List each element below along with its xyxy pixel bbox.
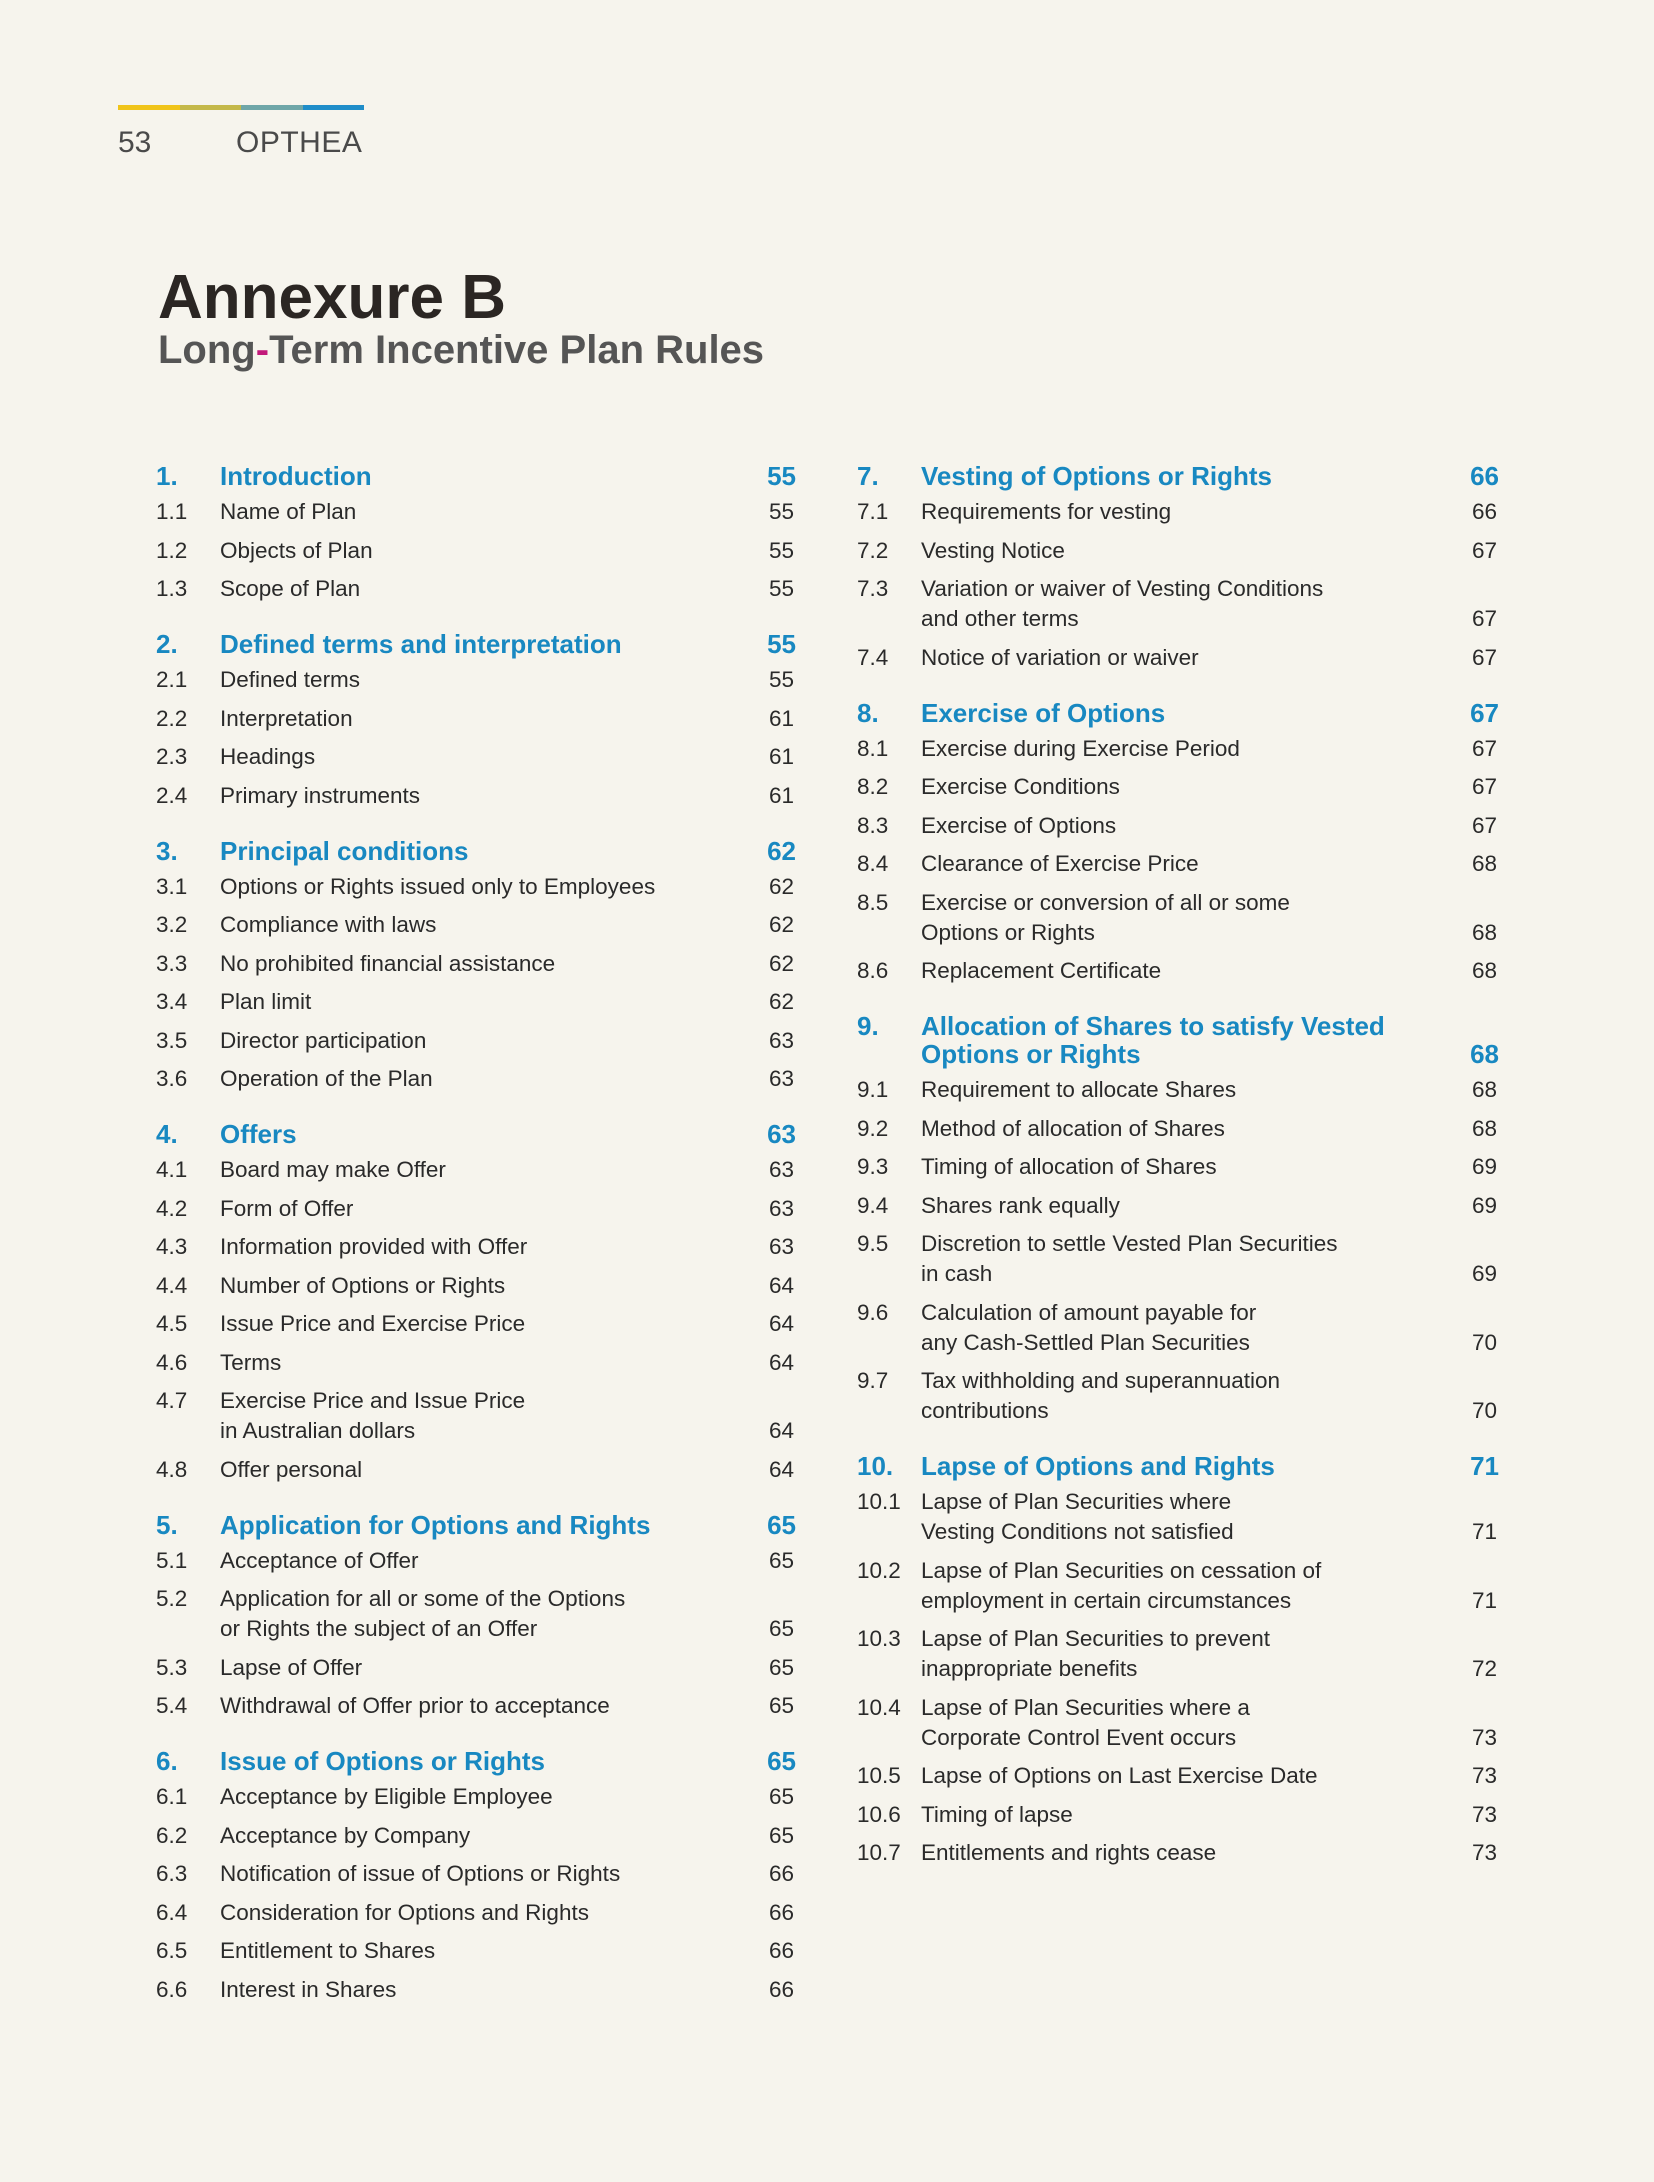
entry-page: 64 bbox=[768, 1456, 794, 1482]
entry-page: 73 bbox=[1471, 1724, 1497, 1750]
toc-section-heading[interactable] bbox=[156, 1747, 796, 1775]
section-title: Lapse of Options and Rights bbox=[921, 1451, 1275, 1481]
entry-page: 68 bbox=[1471, 1115, 1497, 1141]
section-page: 55 bbox=[767, 629, 796, 659]
entry-number: 5.4 bbox=[156, 1693, 188, 1718]
entry-number: 10.6 bbox=[857, 1801, 901, 1827]
entry-number: 9.3 bbox=[857, 1154, 889, 1179]
entry-title: Terms bbox=[220, 1349, 282, 1375]
section-page: 62 bbox=[767, 835, 796, 866]
entry-number: 10.4 bbox=[857, 1694, 901, 1720]
toc-entry[interactable] bbox=[857, 1366, 1499, 1426]
section-page: 66 bbox=[1470, 461, 1499, 491]
entry-title: Method of allocation of Shares bbox=[921, 1115, 1225, 1141]
toc-entry[interactable] bbox=[156, 1859, 796, 1889]
entry-page: 73 bbox=[1471, 1840, 1497, 1865]
toc-entry[interactable] bbox=[857, 536, 1499, 566]
entry-page: 62 bbox=[768, 912, 794, 937]
entry-number: 9.5 bbox=[857, 1231, 889, 1256]
entry-title: Acceptance by Eligible Employee bbox=[220, 1784, 553, 1809]
toc-entry[interactable] bbox=[857, 1556, 1499, 1616]
entry-title: Calculation of amount payable for any Cash-Settled Plan Securities bbox=[921, 1299, 1257, 1355]
entry-page: 71 bbox=[1471, 1587, 1497, 1613]
entry-title: Notification of issue of Options or Rights bbox=[220, 1861, 621, 1886]
entry-title: Exercise during Exercise Period bbox=[921, 735, 1240, 761]
entry-number: 3.3 bbox=[156, 950, 188, 976]
entry-page: 61 bbox=[768, 744, 794, 769]
entry-title: Operation of the Plan bbox=[220, 1066, 433, 1091]
toc-entry[interactable] bbox=[857, 734, 1499, 764]
section-page: 65 bbox=[767, 1746, 796, 1776]
entry-title: Interest in Shares bbox=[220, 1976, 397, 2002]
toc-entry[interactable] bbox=[156, 781, 796, 811]
entry-title: Lapse of Plan Securities on cessation of employment in certain circumstances bbox=[921, 1557, 1322, 1613]
entry-number: 7.3 bbox=[857, 576, 889, 601]
entry-title: Objects of Plan bbox=[220, 537, 373, 563]
toc-section bbox=[156, 1120, 796, 1485]
entry-title: Shares rank equally bbox=[921, 1192, 1120, 1218]
toc-section-heading[interactable] bbox=[156, 837, 796, 865]
entry-page: 65 bbox=[768, 1547, 794, 1573]
entry-page: 71 bbox=[1471, 1519, 1497, 1544]
entry-page: 67 bbox=[1471, 774, 1497, 799]
section-page: 68 bbox=[1470, 1039, 1499, 1069]
section-title: Exercise of Options bbox=[921, 697, 1166, 728]
entry-number: 1.3 bbox=[156, 576, 188, 601]
toc-entry[interactable] bbox=[857, 1191, 1499, 1221]
entry-number: 2.4 bbox=[156, 782, 188, 808]
entry-page: 62 bbox=[768, 873, 794, 899]
section-title: Allocation of Shares to satisfy Vested Options or Rights bbox=[921, 1011, 1385, 1069]
toc-entry[interactable] bbox=[156, 1309, 796, 1339]
entry-page: 67 bbox=[1471, 537, 1497, 563]
section-number: 10. bbox=[857, 1451, 894, 1481]
toc-section-heading[interactable] bbox=[156, 1120, 796, 1148]
entry-page: 67 bbox=[1471, 812, 1497, 838]
entry-number: 3.1 bbox=[156, 873, 188, 899]
color-bar-segment bbox=[303, 105, 365, 110]
toc-entry[interactable] bbox=[156, 910, 796, 940]
toc-entry[interactable] bbox=[857, 1624, 1499, 1684]
entry-number: 1.2 bbox=[156, 537, 188, 563]
entry-number: 5.1 bbox=[156, 1547, 188, 1573]
entry-number: 2.1 bbox=[156, 667, 188, 692]
toc-section bbox=[857, 462, 1499, 673]
entry-page: 64 bbox=[768, 1272, 794, 1298]
toc-entry[interactable] bbox=[857, 1693, 1499, 1753]
entry-title: Application for all or some of the Options or Rights the subject of an Offer bbox=[220, 1586, 626, 1641]
entry-number: 4.6 bbox=[156, 1349, 188, 1375]
entry-page: 67 bbox=[1471, 606, 1497, 631]
section-title: Application for Options and Rights bbox=[220, 1509, 651, 1540]
entry-number: 9.2 bbox=[857, 1115, 889, 1141]
entry-title: Timing of lapse bbox=[921, 1801, 1073, 1827]
entry-title: Defined terms bbox=[220, 667, 361, 692]
toc-entry[interactable] bbox=[857, 574, 1499, 634]
section-number: 7. bbox=[857, 461, 879, 491]
entry-page: 73 bbox=[1471, 1801, 1497, 1827]
entry-number: 2.3 bbox=[156, 744, 188, 769]
entry-number: 6.6 bbox=[156, 1976, 188, 2002]
subtitle-part: Term Incentive Plan Rules bbox=[269, 328, 765, 372]
toc-entry[interactable] bbox=[857, 849, 1499, 879]
entry-page: 65 bbox=[768, 1693, 794, 1718]
entry-number: 8.2 bbox=[857, 774, 889, 799]
section-title: Introduction bbox=[220, 461, 372, 491]
entry-number: 8.6 bbox=[857, 958, 889, 983]
entry-title: Variation or waiver of Vesting Conditions and other terms bbox=[921, 576, 1324, 631]
entry-title: Exercise or conversion of all or some Options or Rights bbox=[921, 889, 1290, 945]
entry-title: Plan limit bbox=[220, 989, 312, 1014]
entry-title: Lapse of Plan Securities where a Corporate Control Event occurs bbox=[921, 1694, 1250, 1750]
section-number: 3. bbox=[156, 835, 178, 866]
entry-page: 66 bbox=[768, 1861, 794, 1886]
entry-title: Entitlement to Shares bbox=[220, 1938, 436, 1963]
toc-entry[interactable] bbox=[156, 1691, 796, 1721]
entry-title: Options or Rights issued only to Employees bbox=[220, 873, 656, 899]
entry-number: 4.1 bbox=[156, 1157, 188, 1182]
entry-number: 4.4 bbox=[156, 1272, 188, 1298]
entry-number: 3.4 bbox=[156, 989, 188, 1014]
entry-number: 2.2 bbox=[156, 705, 188, 731]
toc-column-right bbox=[857, 462, 1499, 1894]
entry-title: Acceptance of Offer bbox=[220, 1547, 419, 1573]
section-number: 9. bbox=[857, 1011, 879, 1041]
entry-number: 4.7 bbox=[156, 1388, 188, 1413]
entry-title: Exercise Conditions bbox=[921, 774, 1120, 799]
toc-entry[interactable] bbox=[156, 536, 796, 566]
toc-section-heading[interactable] bbox=[156, 1511, 796, 1539]
toc-entry[interactable] bbox=[857, 956, 1499, 986]
toc-entry[interactable] bbox=[156, 1232, 796, 1262]
entry-number: 6.1 bbox=[156, 1784, 188, 1809]
toc-entry[interactable] bbox=[857, 1075, 1499, 1105]
entry-number: 10.7 bbox=[857, 1840, 901, 1865]
entry-number: 8.4 bbox=[857, 851, 889, 876]
toc-entry[interactable] bbox=[857, 1487, 1499, 1547]
entry-number: 5.3 bbox=[156, 1654, 188, 1680]
toc-entry[interactable] bbox=[857, 1838, 1499, 1868]
section-page: 65 bbox=[767, 1509, 796, 1540]
entry-page: 65 bbox=[768, 1616, 794, 1641]
color-bar-segment bbox=[118, 105, 180, 110]
toc-entry[interactable] bbox=[156, 987, 796, 1017]
toc-entry[interactable] bbox=[156, 742, 796, 772]
entry-page: 67 bbox=[1471, 735, 1497, 761]
toc-entry[interactable] bbox=[156, 574, 796, 604]
toc-entry[interactable] bbox=[156, 665, 796, 695]
toc-section-heading[interactable] bbox=[156, 630, 796, 658]
entry-title: Primary instruments bbox=[220, 782, 421, 808]
toc-entry[interactable] bbox=[857, 1298, 1499, 1358]
toc-entry[interactable] bbox=[857, 1114, 1499, 1144]
entry-number: 4.8 bbox=[156, 1456, 188, 1482]
entry-page: 66 bbox=[768, 1938, 794, 1963]
entry-number: 9.6 bbox=[857, 1299, 889, 1325]
entry-page: 63 bbox=[768, 1157, 794, 1182]
entry-number: 7.2 bbox=[857, 537, 889, 563]
entry-title: Lapse of Options on Last Exercise Date bbox=[921, 1763, 1318, 1788]
color-bar-segment bbox=[241, 105, 303, 110]
toc-section bbox=[156, 630, 796, 811]
entry-title: Consideration for Options and Rights bbox=[220, 1899, 589, 1925]
entry-number: 9.4 bbox=[857, 1192, 889, 1218]
entry-page: 69 bbox=[1471, 1261, 1497, 1286]
entry-title: Form of Offer bbox=[220, 1195, 354, 1221]
entry-page: 69 bbox=[1471, 1154, 1497, 1179]
entry-number: 6.5 bbox=[156, 1938, 188, 1963]
entry-page: 64 bbox=[768, 1349, 794, 1375]
toc-entry[interactable] bbox=[857, 888, 1499, 948]
toc-entry[interactable] bbox=[156, 1975, 796, 2005]
entry-number: 8.3 bbox=[857, 812, 889, 838]
toc-entry[interactable] bbox=[857, 1229, 1499, 1289]
section-number: 1. bbox=[156, 461, 178, 491]
entry-title: Replacement Certificate bbox=[921, 958, 1162, 983]
entry-page: 63 bbox=[768, 1234, 794, 1259]
toc-column-left bbox=[156, 462, 796, 2031]
entry-title: Acceptance by Company bbox=[220, 1822, 471, 1848]
entry-number: 8.5 bbox=[857, 889, 889, 915]
toc-entry[interactable] bbox=[156, 1898, 796, 1928]
entry-title: Timing of allocation of Shares bbox=[921, 1154, 1217, 1179]
entry-title: Director participation bbox=[220, 1027, 427, 1053]
toc-section bbox=[857, 1452, 1499, 1868]
toc-section-heading[interactable] bbox=[857, 1452, 1499, 1480]
entry-number: 10.2 bbox=[857, 1557, 901, 1583]
entry-title: Notice of variation or waiver bbox=[921, 644, 1199, 670]
toc-section-heading[interactable] bbox=[857, 1012, 1499, 1068]
entry-page: 72 bbox=[1471, 1656, 1497, 1681]
entry-title: Clearance of Exercise Price bbox=[921, 851, 1199, 876]
entry-page: 61 bbox=[768, 782, 794, 808]
entry-page: 62 bbox=[768, 989, 794, 1014]
entry-number: 8.1 bbox=[857, 735, 889, 761]
section-number: 4. bbox=[156, 1119, 178, 1149]
entry-title: Exercise of Options bbox=[921, 812, 1117, 838]
section-page: 63 bbox=[767, 1119, 796, 1149]
entry-page: 66 bbox=[768, 1976, 794, 2002]
entry-title: Withdrawal of Offer prior to acceptance bbox=[220, 1693, 610, 1718]
toc-entry[interactable] bbox=[156, 1782, 796, 1812]
toc-entry[interactable] bbox=[857, 643, 1499, 673]
color-bar-segment bbox=[180, 105, 242, 110]
toc-section bbox=[156, 1747, 796, 2005]
entry-number: 6.2 bbox=[156, 1822, 188, 1848]
entry-title: Offer personal bbox=[220, 1456, 363, 1482]
entry-title: Compliance with laws bbox=[220, 912, 437, 937]
entry-title: Scope of Plan bbox=[220, 576, 361, 601]
entry-title: Lapse of Offer bbox=[220, 1654, 363, 1680]
entry-title: Interpretation bbox=[220, 705, 353, 731]
toc-section bbox=[156, 462, 796, 604]
toc-section-heading[interactable] bbox=[857, 462, 1499, 490]
entry-number: 3.6 bbox=[156, 1066, 188, 1091]
section-title: Vesting of Options or Rights bbox=[921, 461, 1272, 491]
page-title: Annexure B bbox=[158, 263, 506, 332]
entry-title: Discretion to settle Vested Plan Securities in cash bbox=[921, 1231, 1338, 1286]
entry-title: Requirement to allocate Shares bbox=[921, 1077, 1237, 1102]
section-number: 8. bbox=[857, 697, 879, 728]
entry-number: 4.5 bbox=[156, 1311, 188, 1336]
entry-page: 70 bbox=[1471, 1329, 1497, 1355]
section-page: 71 bbox=[1470, 1451, 1499, 1481]
entry-page: 64 bbox=[768, 1418, 794, 1443]
entry-number: 9.1 bbox=[857, 1077, 889, 1102]
toc-entry[interactable] bbox=[156, 1936, 796, 1966]
entry-number: 4.2 bbox=[156, 1195, 188, 1221]
toc-entry[interactable] bbox=[156, 1386, 796, 1446]
entry-title: Issue Price and Exercise Price bbox=[220, 1311, 526, 1336]
toc-entry[interactable] bbox=[857, 772, 1499, 802]
entry-page: 63 bbox=[768, 1066, 794, 1091]
header-color-bar bbox=[118, 105, 364, 110]
toc-section-heading[interactable] bbox=[156, 462, 796, 490]
toc-section-heading[interactable] bbox=[857, 699, 1499, 727]
entry-page: 68 bbox=[1471, 851, 1497, 876]
toc-entry[interactable] bbox=[156, 1064, 796, 1094]
entry-title: No prohibited financial assistance bbox=[220, 950, 556, 976]
entry-page: 63 bbox=[768, 1027, 794, 1053]
entry-number: 10.1 bbox=[857, 1489, 901, 1514]
entry-title: Headings bbox=[220, 744, 316, 769]
entry-page: 55 bbox=[768, 537, 794, 563]
entry-number: 6.4 bbox=[156, 1899, 188, 1925]
entry-page: 68 bbox=[1471, 958, 1497, 983]
section-title: Issue of Options or Rights bbox=[220, 1746, 546, 1776]
toc-entry[interactable] bbox=[857, 1800, 1499, 1830]
entry-page: 55 bbox=[768, 667, 794, 692]
section-page: 55 bbox=[767, 461, 796, 491]
entry-page: 73 bbox=[1471, 1763, 1497, 1788]
section-title: Principal conditions bbox=[220, 835, 469, 866]
entry-page: 61 bbox=[768, 705, 794, 731]
entry-page: 62 bbox=[768, 950, 794, 976]
entry-number: 10.3 bbox=[857, 1626, 901, 1651]
entry-page: 66 bbox=[768, 1899, 794, 1925]
entry-page: 66 bbox=[1471, 499, 1497, 524]
entry-page: 55 bbox=[768, 499, 794, 524]
entry-number: 4.3 bbox=[156, 1234, 188, 1259]
toc-entry[interactable] bbox=[156, 1821, 796, 1851]
toc-entry[interactable] bbox=[156, 1155, 796, 1185]
toc-entry[interactable] bbox=[156, 497, 796, 527]
entry-title: Entitlements and rights cease bbox=[921, 1840, 1217, 1865]
toc-entry[interactable] bbox=[156, 1546, 796, 1576]
entry-title: Vesting Notice bbox=[921, 537, 1065, 563]
page-number: 53 bbox=[118, 126, 152, 159]
toc-entry[interactable] bbox=[156, 1348, 796, 1378]
brand-logo-text: OPTHEA bbox=[236, 126, 363, 159]
entry-page: 65 bbox=[768, 1822, 794, 1848]
toc-entry[interactable] bbox=[156, 1653, 796, 1683]
entry-page: 68 bbox=[1471, 919, 1497, 945]
entry-number: 7.4 bbox=[857, 644, 889, 670]
toc-entry[interactable] bbox=[156, 704, 796, 734]
toc-entry[interactable] bbox=[857, 497, 1499, 527]
toc-section bbox=[857, 699, 1499, 987]
section-title: Offers bbox=[220, 1119, 297, 1149]
toc-entry[interactable] bbox=[156, 1026, 796, 1056]
entry-title: Requirements for vesting bbox=[921, 499, 1172, 524]
entry-number: 1.1 bbox=[156, 499, 188, 524]
entry-page: 65 bbox=[768, 1784, 794, 1809]
section-number: 6. bbox=[156, 1746, 178, 1776]
entry-title: Information provided with Offer bbox=[220, 1234, 528, 1259]
toc-entry[interactable] bbox=[156, 1584, 796, 1644]
toc-entry[interactable] bbox=[156, 1271, 796, 1301]
entry-title: Exercise Price and Issue Price in Australian dollars bbox=[220, 1388, 526, 1443]
section-number: 5. bbox=[156, 1509, 178, 1540]
section-number: 2. bbox=[156, 629, 178, 659]
toc-entry[interactable] bbox=[156, 1455, 796, 1485]
subtitle-hyphen: - bbox=[255, 328, 270, 372]
toc-section bbox=[857, 1012, 1499, 1426]
toc-entry[interactable] bbox=[156, 949, 796, 979]
entry-number: 9.7 bbox=[857, 1368, 889, 1393]
entry-title: Tax withholding and superannuation contributions bbox=[921, 1368, 1281, 1423]
entry-title: Lapse of Plan Securities to prevent inappropriate benefits bbox=[921, 1626, 1270, 1681]
entry-page: 68 bbox=[1471, 1077, 1497, 1102]
entry-title: Name of Plan bbox=[220, 499, 357, 524]
toc-section bbox=[156, 837, 796, 1095]
entry-number: 6.3 bbox=[156, 1861, 188, 1886]
entry-number: 3.2 bbox=[156, 912, 188, 937]
entry-title: Number of Options or Rights bbox=[220, 1272, 506, 1298]
toc-entry[interactable] bbox=[156, 872, 796, 902]
toc-entry[interactable] bbox=[857, 811, 1499, 841]
toc-entry[interactable] bbox=[857, 1761, 1499, 1791]
entry-page: 67 bbox=[1471, 644, 1497, 670]
entry-page: 55 bbox=[768, 576, 794, 601]
entry-number: 3.5 bbox=[156, 1027, 188, 1053]
section-title: Defined terms and interpretation bbox=[220, 629, 622, 659]
toc-entry[interactable] bbox=[857, 1152, 1499, 1182]
entry-number: 10.5 bbox=[857, 1763, 901, 1788]
entry-number: 7.1 bbox=[857, 499, 889, 524]
entry-page: 70 bbox=[1471, 1398, 1497, 1423]
toc-entry[interactable] bbox=[156, 1194, 796, 1224]
entry-title: Board may make Offer bbox=[220, 1157, 446, 1182]
entry-page: 63 bbox=[768, 1195, 794, 1221]
entry-page: 65 bbox=[768, 1654, 794, 1680]
entry-number: 5.2 bbox=[156, 1586, 188, 1611]
entry-title: Lapse of Plan Securities where Vesting Conditions not satisfied bbox=[921, 1489, 1234, 1544]
entry-page: 64 bbox=[768, 1311, 794, 1336]
page-subtitle bbox=[158, 328, 764, 373]
section-page: 67 bbox=[1470, 697, 1499, 728]
entry-page: 69 bbox=[1471, 1192, 1497, 1218]
toc-section bbox=[156, 1511, 796, 1722]
subtitle-part: Long bbox=[158, 328, 256, 372]
